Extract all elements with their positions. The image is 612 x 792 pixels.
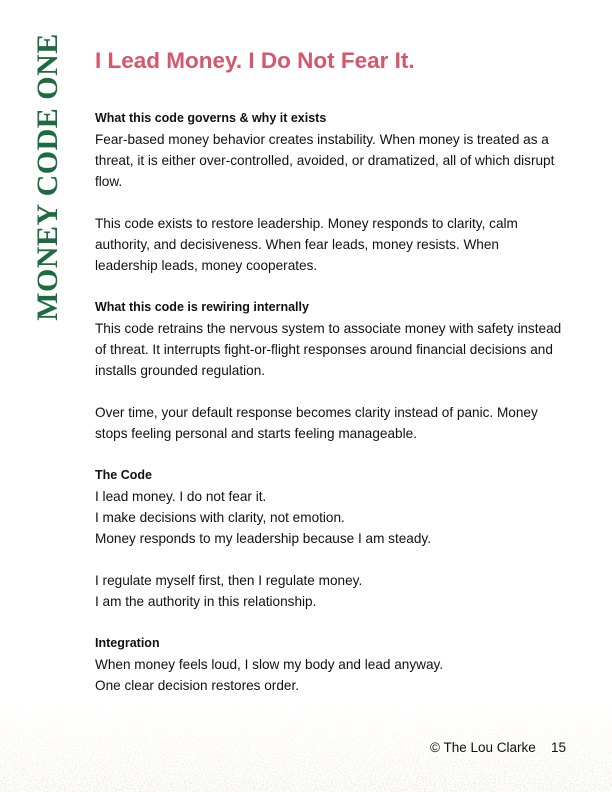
integration-line: When money feels loud, I slow my body and lead anyway. [95, 657, 444, 672]
section-label-rewiring: What this code is rewiring internally [95, 300, 309, 314]
page-number: 15 [551, 740, 567, 755]
code-line: Money responds to my leadership because I am steady. [95, 531, 431, 546]
governs-paragraph-1: Fear-based money behavior creates instability. When money is treated as a threat, it is either over-controlled, avoided, or dramatized, all of which disrupt flow. [95, 132, 555, 189]
code-block-1 [95, 486, 565, 549]
main-content [95, 108, 565, 717]
section-label-governs: What this code governs & why it exists [95, 111, 327, 125]
section-label-integration: Integration [95, 636, 160, 650]
code-block-2 [95, 570, 565, 612]
governs-paragraph-2: This code exists to restore leadership. Money responds to clarity, calm authority, and decisiveness. When fear leads, money resists. When leadership leads, money cooperates. [95, 216, 518, 273]
integration-line: One clear decision restores order. [95, 678, 300, 693]
code-line: I am the authority in this relationship. [95, 594, 317, 609]
section-label-code: The Code [95, 468, 152, 482]
rewiring-paragraph-1: This code retrains the nervous system to associate money with safety instead of threat. It interrupts fight-or-flight responses around financial decisions and installs grounded regulation. [95, 321, 562, 378]
integration-block [95, 654, 565, 696]
copyright-text: © The Lou Clarke [430, 740, 536, 755]
footer [0, 740, 612, 761]
side-title [30, 33, 66, 321]
rewiring-paragraph-2: Over time, your default response becomes clarity instead of panic. Money stops feeling personal and starts feeling manageable. [95, 405, 538, 441]
code-line: I make decisions with clarity, not emotion. [95, 510, 345, 525]
page-heading: I Lead Money. I Do Not Fear It. [95, 48, 415, 73]
code-line: I lead money. I do not fear it. [95, 489, 267, 504]
side-title-text: MONEY CODE ONE [31, 33, 64, 321]
code-line: I regulate myself first, then I regulate money. [95, 573, 363, 588]
